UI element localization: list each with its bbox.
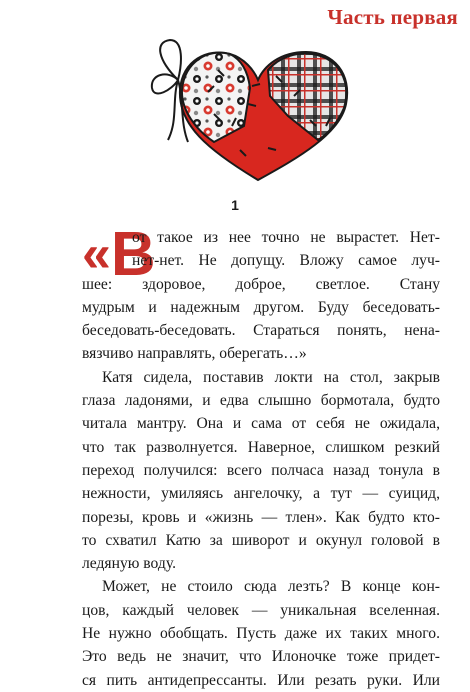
first-paragraph-top [132,226,440,273]
text-line: ся пить антидепрессанты. Или резать руки. Или [82,671,440,689]
text-line: глаза ладонями, и едва слышно бормотала, будто [82,392,440,410]
text-line: вязчиво направлять, оберегать…» [82,345,307,363]
text-line: Может, не стоило сюда лезть? В конце кон- [102,578,440,596]
text-line: Не нужно обобщать. Пусть даже их таких много. [82,625,440,643]
part-title: Часть первая [327,5,458,29]
text-line: переход получился: всего полчаса назад тонула в [82,461,440,479]
text-line: Катя сидела, поставив локти на стол, закрыв [102,368,440,386]
chapter-number: 1 [231,197,239,213]
drop-cap-quote: « [82,225,111,283]
text-line: от такое из нее точно не вырастет. Нет- [132,229,440,246]
text-line: нежности, умиляясь ангелочку, а тут — суицид, [82,485,440,503]
text-line: то схватил Катю за шиворот и окунул головой в [82,531,440,549]
text-line: мудрым и надежным другом. Буду беседовать- [82,298,440,316]
text-line: читала мантру. Она и сама от себя не ожидала, [82,415,440,433]
text-line: нет-нет. Не допущу. Вложу самое луч- [132,252,440,270]
text-line: цов, каждый человек — уникальная вселенная. [82,601,440,619]
drop-cap-letter: В [110,220,156,289]
text-line: беседовать-беседовать. Стараться понять, нена- [82,322,440,340]
first-paragraph-rest [82,273,440,366]
text-line: Это ведь не значит, что Илоночке тоже придет- [82,648,440,666]
body-text [82,366,440,692]
text-line: шее: здоровое, доброе, светлое. Стану [82,275,440,293]
text-line: порезы, кровь и «жизнь — тлен». Как будто кто- [82,508,440,526]
heart-illustration [148,30,368,190]
text-line: ледяную воду. [82,555,176,573]
text-line: что так разволнуется. Наверное, слишком резкий [82,438,440,456]
